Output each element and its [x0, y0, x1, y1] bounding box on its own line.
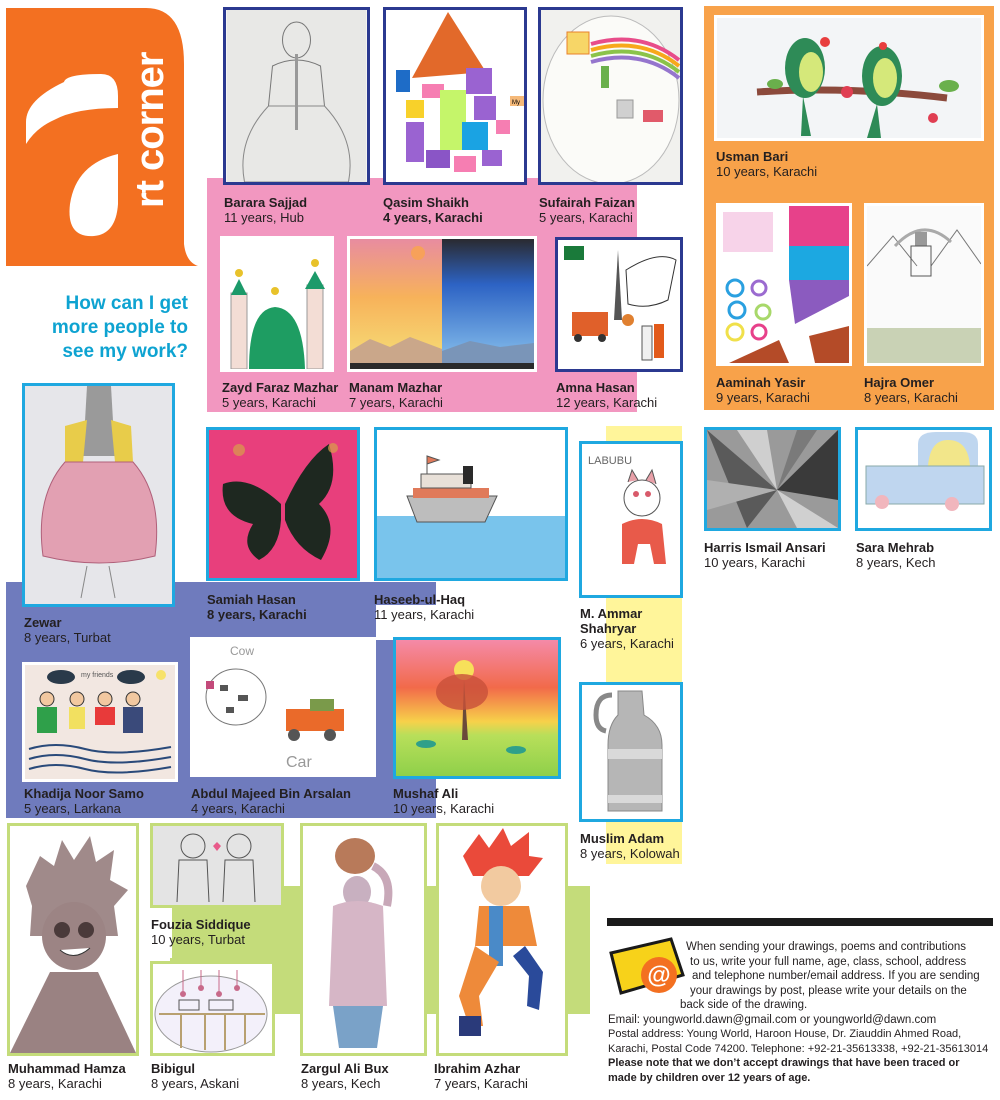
info-line-3: and telephone number/email address. If you are sending — [692, 970, 980, 982]
artwork-qasim-shaikh[interactable] — [383, 7, 527, 185]
artwork-mushaf-ali[interactable] — [393, 637, 561, 779]
caption-sara-mehrab: Sara Mehrab 8 years, Kech — [856, 540, 936, 570]
drawing-pakistan-collage-icon — [558, 240, 680, 369]
drawing-pink-dress-icon — [25, 386, 172, 604]
artwork-harris-ismail-ansari[interactable] — [704, 427, 841, 531]
drawing-butterfly-icon — [209, 430, 357, 578]
caption-aaminah-yasir: Aaminah Yasir 9 years, Karachi — [716, 375, 810, 405]
drawing-labubu-icon — [582, 444, 680, 595]
caption-qasim-shaikh: Qasim Shaikh 4 years, Karachi — [383, 195, 483, 225]
drawing-colour-swatches-icon — [719, 206, 849, 363]
caption-harris-ismail-ansari: Harris Ismail Ansari 10 years, Karachi — [704, 540, 826, 570]
info-line-5: back side of the drawing. — [680, 999, 808, 1011]
info-note-1: Please note that we don’t accept drawings that have been traced or — [608, 1057, 960, 1069]
info-email: Email: youngworld.dawn@gmail.com or youngworld@dawn.com — [608, 1013, 937, 1026]
caption-manam-mazhar: Manam Mazhar 7 years, Karachi — [349, 380, 443, 410]
drawing-park-circle-icon — [541, 10, 680, 182]
drawing-mosque-icon — [223, 239, 331, 369]
info-line-2: to us, write your full name, age, class, school, address — [690, 955, 967, 968]
drawing-hearts-circle-icon — [153, 964, 272, 1053]
artwork-usman-bari[interactable] — [714, 15, 984, 141]
caption-samiah-hasan: Samiah Hasan 8 years, Karachi — [207, 592, 307, 622]
artwork-ibrahim-azhar[interactable] — [436, 823, 568, 1056]
drawing-blue-car-icon — [858, 430, 989, 528]
artwork-zargul-ali-bux[interactable] — [300, 823, 427, 1056]
artwork-zayd-faraz-mazhar[interactable] — [220, 236, 334, 372]
artwork-manam-mazhar[interactable] — [347, 236, 537, 372]
car-text: Car — [286, 754, 312, 771]
caption-sufairah-faizan: Sufairah Faizan 5 years, Karachi — [539, 195, 636, 225]
drawing-woman-with-pot-icon — [303, 826, 424, 1053]
caption-zayd-faraz-mazhar: Zayd Faraz Mazhar 5 years, Karachi — [222, 380, 339, 410]
artwork-amna-hasan[interactable] — [555, 237, 683, 372]
drawing-zentangle-icon — [707, 430, 838, 528]
drawing-girl-sketch-icon — [226, 10, 367, 182]
qasim-tag-text: My — [512, 100, 520, 106]
caption-hajra-omer: Hajra Omer 8 years, Karachi — [864, 375, 958, 405]
drawing-sunset-tree-icon — [396, 640, 558, 776]
drawing-two-girls-icon — [153, 826, 281, 905]
caption-zargul-ali-bux: Zargul Ali Bux 8 years, Kech — [301, 1061, 389, 1091]
info-line-1: When sending your drawings, poems and contributions — [686, 941, 966, 953]
caption-haseeb-ul-haq: Haseeb-ul-Haq 11 years, Karachi — [374, 592, 475, 622]
friends-text: my friends — [81, 672, 114, 679]
artwork-abdul-majeed-bin-arsalan[interactable] — [190, 637, 376, 777]
caption-abdul-majeed-bin-arsalan: Abdul Majeed Bin Arsalan 4 years, Karachi — [191, 786, 351, 816]
drawing-parrots-icon — [717, 18, 981, 138]
logo-text: rt corner — [128, 52, 172, 208]
drawing-girl-mountains-icon — [867, 206, 981, 363]
at-sign-glyph: @ — [647, 962, 671, 989]
cow-text: Cow — [230, 644, 255, 658]
caption-usman-bari: Usman Bari 10 years, Karachi — [716, 149, 818, 179]
caption-m-ammar-shahryar: M. Ammar Shahryar 6 years, Karachi — [580, 606, 674, 651]
artwork-khadija-noor-samo[interactable] — [22, 662, 178, 782]
drawing-jug-icon — [582, 685, 680, 819]
artwork-sara-mehrab[interactable] — [855, 427, 992, 531]
drawing-ship-icon — [377, 430, 565, 578]
artwork-muslim-adam[interactable] — [579, 682, 683, 822]
caption-mushaf-ali: Mushaf Ali 10 years, Karachi — [393, 786, 495, 816]
artwork-m-ammar-shahryar[interactable] — [579, 441, 683, 598]
drawing-cow-and-car-icon — [190, 637, 376, 777]
artwork-zewar[interactable] — [22, 383, 175, 607]
info-postal-2: Karachi, Postal Code 74200. Telephone: +92-21-35613338, +92-21-35613014 — [608, 1042, 989, 1055]
caption-ibrahim-azhar: Ibrahim Azhar 7 years, Karachi — [434, 1061, 528, 1091]
artwork-hajra-omer[interactable] — [864, 203, 984, 366]
info-postal-1: Postal address: Young World, Haroon House, Dr. Ziauddin Ahmed Road, — [608, 1028, 962, 1040]
section-question: How can I get more people to see my work? — [51, 293, 188, 362]
caption-muhammad-hamza: Muhammad Hamza 8 years, Karachi — [8, 1061, 126, 1091]
artwork-samiah-hasan[interactable] — [206, 427, 360, 581]
artwork-fouzia-siddique[interactable] — [150, 823, 284, 908]
drawing-friends-icon — [25, 665, 175, 779]
caption-khadija-noor-samo: Khadija Noor Samo 5 years, Larkana — [24, 786, 144, 816]
drawing-paper-house-icon — [386, 10, 524, 182]
labubu-text: LABUBU — [588, 455, 633, 467]
drawing-anime-fighter-icon — [439, 826, 565, 1053]
info-divider — [607, 918, 993, 926]
caption-muslim-adam: Muslim Adam 8 years, Kolowah — [580, 831, 680, 861]
caption-bibigul: Bibigul 8 years, Askani — [151, 1061, 240, 1091]
artwork-bibigul[interactable] — [150, 961, 275, 1056]
drawing-boy-portrait-icon — [10, 826, 136, 1053]
caption-fouzia-siddique: Fouzia Siddique 10 years, Turbat — [151, 917, 251, 947]
artwork-aaminah-yasir[interactable] — [716, 203, 852, 366]
artwork-muhammad-hamza[interactable] — [7, 823, 139, 1056]
artwork-haseeb-ul-haq[interactable] — [374, 427, 568, 581]
caption-zewar: Zewar 8 years, Turbat — [24, 615, 111, 645]
artwork-sufairah-faizan[interactable] — [538, 7, 683, 185]
drawing-day-night-desert-icon — [350, 239, 534, 369]
artwork-barara-sajjad[interactable] — [223, 7, 370, 185]
info-line-4: your drawings by post, please write your details on the — [690, 984, 967, 997]
info-note-2: made by children over 12 years of age. — [608, 1071, 811, 1084]
caption-amna-hasan: Amna Hasan 12 years, Karachi — [556, 380, 658, 410]
caption-barara-sajjad: Barara Sajjad 11 years, Hub — [224, 195, 308, 225]
info-instructions — [608, 940, 996, 1085]
art-corner-logo — [6, 4, 198, 272]
